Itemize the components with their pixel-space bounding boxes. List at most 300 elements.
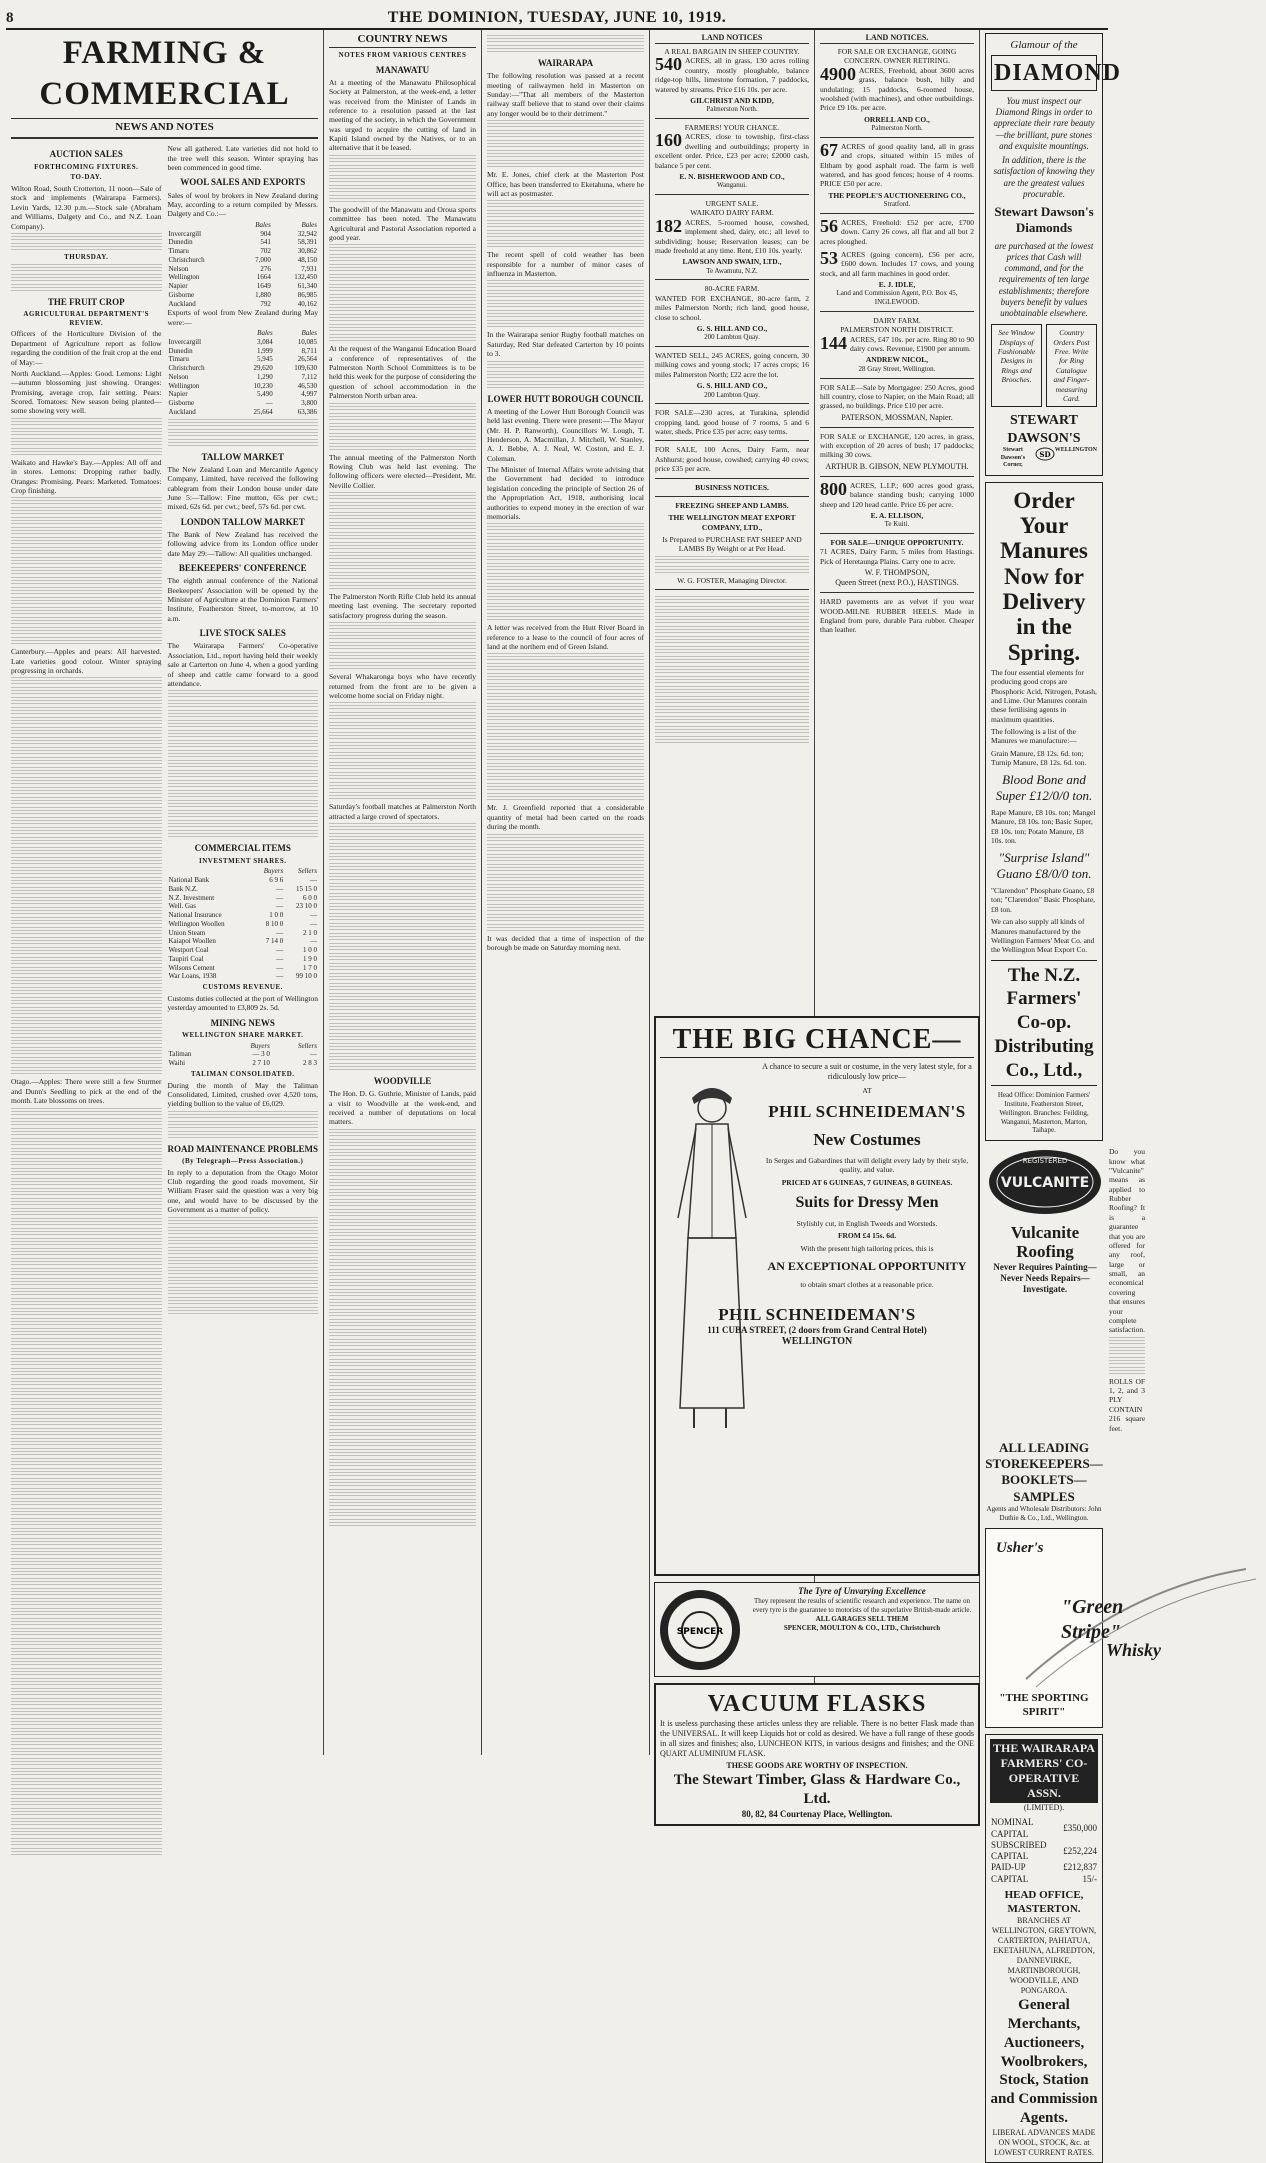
table-row — [168, 885, 319, 894]
table-row — [168, 338, 319, 347]
section-title: FARMING & COMMERCIAL — [11, 33, 318, 119]
whisky-green-stripe: "Green Stripe" — [1061, 1596, 1124, 1644]
section-subtitle: NEWS AND NOTES — [11, 121, 318, 140]
today-heading: TO-DAY. — [70, 173, 102, 182]
table-row — [168, 256, 319, 265]
country-orders-box: Country Orders Post Free. Write for Ring Catalogue and Finger-measuring Card. — [1046, 324, 1097, 407]
listing-location: 28 Gray Street, Wellington. — [858, 364, 936, 373]
listing-56-acres — [820, 215, 974, 246]
table-cell: 23 10 0 — [296, 902, 317, 911]
road-heading: ROAD MAINTENANCE PROBLEMS — [167, 1143, 319, 1154]
table-row — [168, 902, 319, 911]
table-cell: 48,150 — [297, 255, 317, 264]
table-row — [168, 929, 319, 938]
table-cell: 6 0 0 — [303, 893, 317, 902]
table-cell: National Bank — [168, 876, 210, 884]
lower-hutt-paragraph-2: The Minister of Internal Affairs wrote advising that the Government had decided to introduce legislation conceding the principle of Section 26 of the Appropriation Act, 1918, authorising local authorities to expend money in the erection of war memorials. — [487, 465, 644, 521]
taliman-heading: TALIMAN CONSOLIDATED. — [190, 1069, 295, 1078]
listing-title: 80-ACRE FARM. — [704, 284, 760, 294]
wairarapa-heading: WAIRARAPA — [537, 58, 594, 68]
table-row — [168, 230, 319, 239]
listing-waikato — [655, 199, 809, 275]
mail-notices-block — [655, 594, 809, 759]
wfca-branches: BRANCHES AT WELLINGTON, GREYTOWN, CARTERTON, PAHIATUA, EKETAHUNA, ALFREDTON, DANNEVIRKE, MARTINBOROUGH, WOODVILLE, AND PONGAROA. — [991, 1916, 1097, 1996]
wfca-head-office: HEAD OFFICE, MASTERTON. — [1004, 1888, 1084, 1915]
beekeepers-heading: BEEKEEPERS' CONFERENCE — [178, 563, 307, 573]
table-cell: 1 9 0 — [303, 954, 317, 963]
listing-firm: E. A. ELLISON, — [870, 510, 924, 520]
table-cell: 276 — [260, 264, 271, 273]
svg-text:VULCANITE: VULCANITE — [1000, 1175, 1090, 1192]
listing-title: A REAL BARGAIN IN SHEEP COUNTRY. — [664, 47, 800, 56]
listing-800-acres — [820, 478, 974, 529]
table-cell: Bank N.Z. — [168, 884, 198, 893]
table-cell: Christchurch — [168, 255, 205, 264]
table-row — [168, 382, 319, 391]
table-header-cell: Sellers — [297, 1041, 317, 1050]
svg-text:SPENCER: SPENCER — [676, 1626, 724, 1637]
listing-turakina: FOR SALE—230 acres, at Turakina, splendid cropping land, good house of 7 rooms, 5 and 6 water, sheds. Price £35 per acre; easy terms. — [655, 408, 809, 436]
chance-suits: Suits for Dressy Men — [795, 1194, 939, 1211]
stewart-dawson-corner: Stewart Dawson's Corner, — [1000, 447, 1026, 469]
table-row — [168, 911, 319, 920]
fruit-paragraph-4: Canterbury.—Apples and pears: All harvested. Late varieties good colour. Winter spraying progressing in orchards. — [11, 647, 162, 675]
taliman-paragraph: During the month of May the Taliman Consolidated, Limited, crushed over 4,520 tons, yielding bullion to the value of £6,029. — [167, 1080, 318, 1109]
meat-company-text: Is Prepared to PURCHASE FAT SHEEP AND LAMBS By Weight or at Per Head. — [662, 535, 802, 554]
listing-going-concern — [820, 47, 974, 133]
table-cell: 1,290 — [256, 372, 273, 381]
table-cell: Gisborne — [168, 290, 195, 299]
listing-location: 200 Lambton Quay. — [704, 333, 760, 342]
manure-following: The following is a list of the Manures we manufacture:— — [991, 727, 1077, 746]
mining-heading: MINING NEWS — [210, 1017, 275, 1028]
road-subheading: (By Telegraph—Press Association.) — [182, 1156, 304, 1165]
chance-with: With the present high tailoring prices, this is — [800, 1243, 934, 1253]
lower-hutt-paragraph-1: A meeting of the Lower Hutt Borough Council was held last evening. There were present:—The Mayor (Mr. H. P. Ranworth), Councillors W. Lough, T. Henderson, A. Macmillan, J. Mitchell, W. Stanley, A. J. Bebbe, A. J. Neal, W. Coston, and E. J. Coleman. — [487, 406, 644, 463]
listing-title: FOR SALE OR EXCHANGE, GOING CONCERN. OWNER RETIRING. — [837, 47, 957, 66]
fruit-paragraph-1: Officers of the Horticulture Division of the Department of Agriculture report as follow regarding the condition of the fruit crop at the end of May:— — [11, 329, 162, 367]
table-row — [168, 964, 319, 973]
manure-supply: We can also supply all kinds of Manures manufactured by the Wellington Farmers' Meat Co. and the Wellington Meat Export Co. — [991, 917, 1095, 955]
listing-acreage: 67 — [820, 139, 838, 160]
listing-location: Palmerston North. — [871, 124, 923, 132]
share-market-subheading: WELLINGTON SHARE MARKET. — [181, 1030, 304, 1039]
chance-costumes: New Costumes — [813, 1129, 921, 1149]
table-cell: Wellington Woollen — [168, 919, 225, 928]
table-cell: — — [276, 893, 284, 902]
listing-acreage: 160 — [655, 130, 682, 151]
table-cell: Taliman — [168, 1050, 192, 1059]
table-row — [168, 282, 319, 291]
table-cell: — — [276, 954, 284, 963]
table-cell: Napier — [168, 282, 188, 290]
table-cell: 40,162 — [297, 299, 317, 308]
table-header-cell: Sellers — [297, 867, 317, 876]
table-row — [168, 265, 319, 274]
table-cell: Well. Gas — [168, 902, 196, 911]
table-header-cell: Bales — [301, 329, 317, 337]
table-header-cell — [168, 329, 236, 338]
chance-lead: A chance to secure a suit or costume, in the very latest style, for a ridiculously low price— — [762, 1062, 972, 1081]
spencer-tagline: The Tyre of Unvarying Excellence — [798, 1586, 926, 1596]
wfca-limited: (LIMITED). — [1023, 1803, 1065, 1813]
wairarapa-paragraph-3: The recent spell of cold weather has been responsible for a number of minor cases of influenza in Masterton. — [487, 250, 644, 278]
listing-dairy-farm — [820, 316, 974, 374]
listing-245-acres — [655, 351, 809, 399]
table-header-cell: Buyers — [250, 1041, 270, 1050]
svg-text:REGISTERED: REGISTERED — [1022, 1157, 1068, 1166]
table-cell: SUBSCRIBED CAPITAL — [991, 1839, 1047, 1862]
table-cell: 29,620 — [253, 364, 273, 372]
table-cell: Dunedin — [168, 238, 193, 247]
thursday-heading: THURSDAY. — [64, 252, 109, 261]
listing-location: 200 Lambton Quay. — [704, 390, 760, 399]
table-cell: 2 7 10 — [252, 1059, 270, 1067]
table-cell: 63,386 — [297, 407, 317, 416]
chance-costumes-desc: In Serges and Gabardines that will delight every lady by their style, quality, and value. — [765, 1155, 969, 1175]
table-cell: 15 15 0 — [296, 884, 317, 893]
sd-logo-icon — [1035, 447, 1055, 470]
table-row — [168, 247, 319, 256]
listing-firm: E. N. BISHERWOOD AND CO., — [679, 171, 785, 181]
table-row — [168, 291, 319, 300]
table-cell: 86,985 — [297, 290, 317, 299]
chance-suits-desc: Stylishly cut, in English Tweeds and Worsteds. — [796, 1219, 938, 1228]
listing-acreage: 53 — [820, 247, 838, 268]
listing-subtitle: WAIKATO DAIRY FARM. — [690, 208, 774, 218]
country-paragraph-3: At the request of the Wanganui Education Board a conference of representatives of the Palmerston North School Committees is to be held this week for the purpose of considering the question of school accommodation in the Palmerston North urban area. — [329, 344, 476, 401]
country-news-subheading: NOTES FROM VARIOUS CENTRES — [338, 50, 467, 59]
tyre-icon — [660, 1590, 740, 1670]
newspaper-title: THE DOMINION, TUESDAY, JUNE 10, 1919. — [387, 9, 727, 26]
listing-location: Stratford. — [883, 200, 911, 208]
table-cell: Nelson — [168, 372, 189, 381]
table-cell: — — [276, 884, 284, 893]
table-header-row — [168, 1042, 319, 1051]
exports-intro: Exports of wool from New Zealand during May were:— — [167, 308, 318, 327]
table-cell: £350,000 — [1063, 1823, 1097, 1834]
customs-subheading: CUSTOMS REVENUE. — [202, 983, 283, 991]
business-notices-heading: BUSINESS NOTICES. — [695, 482, 769, 492]
table-cell: Waihi — [168, 1059, 186, 1067]
table-cell: — — [310, 937, 317, 946]
diamond-paragraph-2: In addition, there is the satisfaction of knowing they are the greatest values procurable. — [993, 155, 1095, 199]
blood-bone-line: Blood Bone and Super £12/0/0 ton. — [995, 771, 1093, 803]
table-cell: Taupiri Coal — [168, 954, 204, 963]
vacuum-inspection: THESE GOODS ARE WORTHY OF INSPECTION. — [726, 1761, 908, 1770]
wool-sales-table — [168, 221, 319, 309]
table-cell: 1,880 — [255, 290, 271, 299]
listing-acreage: 4900 — [820, 63, 856, 84]
table-cell: — — [276, 963, 284, 972]
unique-opportunity-firm: W. F. THOMPSON, — [864, 568, 930, 578]
table-row — [168, 390, 319, 399]
table-header-cell — [168, 221, 239, 230]
investment-subheading: INVESTMENT SHARES. — [199, 856, 287, 865]
chance-footer-name: PHIL SCHNEIDEMAN'S — [718, 1304, 916, 1324]
country-paragraph-5: The Palmerston North Rifle Club held its annual meeting last evening. The secretary reported satisfactory progress during the season. — [329, 592, 476, 620]
listing-exchange-firm: ARTHUR B. GIBSON, NEW PLYMOUTH. — [825, 461, 969, 471]
auction-subheading: FORTHCOMING FIXTURES. — [34, 162, 139, 171]
listing-firm: ORRELL AND CO., — [864, 114, 930, 124]
listing-firm: G. S. HILL AND CO., — [696, 381, 768, 391]
listing-acreage: 540 — [655, 54, 682, 75]
listing-sheep-country — [655, 47, 809, 114]
table-cell: 61,340 — [297, 282, 317, 290]
london-tallow-paragraph: The Bank of New Zealand has received the following advice from its London office under date May 29:—Tallow: All qualities unchanged. — [167, 529, 318, 558]
schneideman-ad-wrapper — [654, 1012, 980, 1826]
table-cell: 1 0 0 — [269, 911, 284, 919]
table-cell: 10,085 — [297, 337, 317, 346]
chance-suit-price: FROM £4 15s. 6d. — [837, 1231, 897, 1241]
wool-sales-heading: WOOL SALES AND EXPORTS — [180, 177, 306, 188]
table-row — [168, 894, 319, 903]
wairarapa-column — [482, 30, 650, 1755]
auction-paragraph: Wilton Road, South Crotterton, 11 noon—Sale of stock and implements (Wairarapa Farmers). Levin Yards, 12.30 p.m.—Stock sale (Abraham and Williams, Dalgety and Co., and N.Z. Loan Company). — [11, 184, 162, 231]
country-news-column — [324, 30, 482, 1755]
country-paragraph-8: The Hon. D. G. Guthrie, Minister of Lands, paid a visit to Woodville at the week-end, and received a number of deputations on local matters. — [329, 1089, 476, 1127]
listing-location: Palmerston North. — [706, 105, 758, 114]
spencer-body: They represent the results of scientific research and experience. The name on every tyre is the guarantee to motorists of the superlative British-made article. — [752, 1597, 972, 1614]
stewart-dawson-ad — [985, 33, 1121, 476]
table-cell: — — [310, 1050, 317, 1059]
diamond-paragraph-3: are purchased at the lowest prices that Cash will command, and for the requirements of ten large establishments; therefore buyers benefit by values unobtainable elsewhere. — [994, 240, 1094, 318]
table-cell: 1649 — [256, 282, 271, 290]
table-cell: 99 10 0 — [296, 972, 317, 981]
tallow-paragraph: The New Zealand Loan and Mercantile Agency Company, Limited, have received the following cablegram from their London house under date June 5:—Tallow: Fine mutton, 65s per cwt.; mixed, 62s 6d. per cwt.; beef, 57s 6d. per cwt. — [167, 464, 318, 512]
country-paragraph-2: The goodwill of the Manawatu and Oroua sports committee has been noted. The Manawatu Agricultural and Pastoral Association reported a good year. — [329, 204, 476, 242]
table-cell: — — [276, 946, 284, 954]
unique-opportunity-location: Queen Street (next P.O.), HASTINGS. — [835, 578, 959, 588]
vulcanite-rolls: ROLLS OF 1, 2, and 3 PLY CONTAIN 216 square feet. — [1109, 1376, 1146, 1433]
table-cell: 132,450 — [294, 273, 317, 282]
table-cell: 2 1 0 — [303, 928, 317, 937]
table-cell: Auckland — [168, 407, 196, 416]
fruit-paragraph-2: North Auckland.—Apples: Good. Lemons: Light—autumn blossoming just showing. Oranges: Promising, average crop, fair setting. Pears: Scored. Tomatoes: New season being planted—some showing very well. — [11, 368, 162, 416]
table-cell: War Loans, 1938 — [168, 972, 217, 981]
table-header-row — [168, 329, 319, 338]
land-notices-heading: LAND NOTICES — [655, 33, 809, 44]
table-cell: 4,997 — [301, 390, 317, 399]
table-cell: 109,630 — [294, 364, 317, 372]
chance-store-name: PHIL SCHNEIDEMAN'S — [768, 1102, 966, 1122]
share-table — [168, 867, 319, 981]
lower-hutt-paragraph-5: It was decided that a time of inspection of the borough be made on Saturday morning next. — [487, 933, 644, 952]
manure-intro: The four essential elements for producing good crops are Phosphoric Acid, Nitrogen, Potash, and Lime. Our Manures contain these fertilising agents in maximum quantities. — [991, 667, 1097, 724]
meat-company-signature: W. G. FOSTER, Managing Director. — [677, 575, 787, 585]
table-row — [168, 1050, 319, 1059]
table-cell: 10,230 — [253, 381, 273, 390]
spencer-firm: SPENCER, MOULTON & CO., LTD., Christchurch — [783, 1623, 941, 1632]
commercial-heading: COMMERCIAL ITEMS — [194, 843, 291, 854]
table-cell: — — [310, 911, 317, 919]
listing-title: DAIRY FARM. — [873, 315, 921, 325]
lower-hutt-paragraph-4: Mr. J. Greenfield reported that a considerable quantity of metal had been carted on the roads during the month. — [487, 803, 644, 832]
listing-subtitle: PALMERSTON NORTH DISTRICT. — [840, 325, 954, 335]
country-news-heading: COUNTRY NEWS — [329, 33, 476, 48]
table-cell: Napier — [168, 390, 188, 399]
listing-exchange: FOR SALE or EXCHANGE, 120 acres, in grass, with exception of 20 acres of bush; 17 paddocks; milking 30 cows. — [820, 431, 974, 460]
table-row — [168, 972, 319, 981]
wairarapa-paragraph-2: Mr. E. Jones, chief clerk at the Masterton Post Office, has been transferred to Eketahuna, where he will act as postmaster. — [487, 170, 644, 198]
listing-text: ACRES, close to township, first-class dwelling and outbuildings; property in excellent order. Price, £23 per acre; £2000 cash, balance 5 per cent. — [655, 132, 809, 170]
table-row — [168, 946, 319, 955]
table-cell: Christchurch — [168, 364, 205, 372]
table-cell: Union Steam — [168, 928, 206, 937]
chance-at: AT — [862, 1086, 872, 1095]
table-cell: 26,564 — [297, 355, 317, 364]
listing-text: ACRES, Freehold, about 3600 acres grass, balance bush, hilly and undulating; 15 paddocks, 6-roomed house, woolshed (with machines), and other outbuildings. Price £9 10s. per acre. — [820, 65, 974, 113]
listing-text: WANTED SELL, 245 ACRES, going concern, 30 milking cows and young stock; 17 acres crops; 16 miles Palmerston North; £22 acre the lot. — [655, 351, 809, 379]
table-row — [990, 1840, 1098, 1863]
listing-text: ACRES of good quality land, all in grass and crops, situated within 15 miles of Eltham by good asphalt road. The farm is well watered, and has good fences; house of 4 rooms. PRICE £50 per acre. — [820, 141, 974, 189]
listing-firm: GILCHRIST AND KIDD, — [690, 95, 774, 105]
vulcanite-description: Do you know what "Vulcanite" means as applied to Rubber Roofing? It is a guarantee that you are offered for any roof, large or small, an economical covering that ensures your complete satisfaction. — [1109, 1147, 1146, 1335]
mining-table — [168, 1042, 319, 1068]
wairarapa-paragraph-1: The following resolution was passed at a recent meeting of railwaymen held in Masterton on Sunday:—"That all members of the Masterton railway staff believe that to stand over their claims any longer would be to their detriment." — [487, 71, 644, 118]
listing-title: URGENT SALE. — [705, 199, 759, 208]
table-cell: — — [276, 902, 284, 911]
wairarapa-farmers-ad — [985, 1734, 1103, 2162]
vulcanite-badge-icon — [985, 1147, 1105, 1217]
table-header-row — [168, 221, 319, 230]
stewart-dawson-firm: STEWART DAWSON'S — [1007, 413, 1081, 446]
table-cell: PAID-UP CAPITAL — [991, 1862, 1029, 1884]
table-header-cell: Bales — [255, 220, 271, 229]
table-cell: 2 8 3 — [303, 1059, 317, 1067]
table-cell: 7 14 0 — [265, 937, 284, 946]
table-row — [168, 1059, 319, 1068]
wfca-heading: THE WAIRARAPA FARMERS' CO-OPERATIVE ASSN. — [990, 1739, 1098, 1803]
wool-intro: Sales of wool by brokers in New Zealand during May, according to a return compiled by Messrs. Dalgety and Co.:— — [167, 190, 318, 219]
listing-acreage: 56 — [820, 215, 838, 236]
table-cell: 1 7 0 — [303, 963, 317, 972]
display-ads-column — [980, 30, 1162, 2157]
vacuum-firm: The Stewart Timber, Glass & Hardware Co., Ltd. — [673, 1772, 961, 1807]
tallow-heading: TALLOW MARKET — [201, 451, 284, 462]
listing-firm: G. S. HILL AND CO., — [696, 323, 768, 333]
manure-prices: Rape Manure, £8 10s. ton; Mangel Manure, £8 10s. ton; Basic Super, £8 10s. ton; Potato Manure, £8 10s. ton. — [991, 808, 1096, 846]
table-cell: 58,391 — [297, 238, 317, 247]
table-row — [168, 955, 319, 964]
table-cell: Invercargill — [168, 229, 202, 238]
whisky-kind: Whisky — [1106, 1640, 1162, 1661]
diamond-brand: Stewart Dawson's Diamonds — [994, 204, 1094, 236]
table-cell: 5,945 — [256, 355, 273, 364]
wairarapa-paragraph-4: In the Wairarapa senior Rugby football matches on Saturday, Red Star defeated Carterton by 10 points to 3. — [487, 330, 644, 359]
freezing-title: FREEZING SHEEP AND LAMBS. — [675, 500, 789, 510]
fruit-continued: New all gathered. Late varieties did not hold to the tree well this season. Winter spraying has been commenced in good time. — [167, 144, 318, 172]
window-display-box: See Window Displays of Fashionable Designs in Rings and Brooches. — [991, 324, 1042, 407]
surprise-island-line: "Surprise Island" Guano £8/0/0 ton. — [996, 849, 1092, 881]
wfca-liberal: LIBERAL ADVANCES MADE ON WOOL, STOCK, &c. at LOWEST CURRENT RATES. — [992, 2127, 1096, 2157]
table-cell: 3,084 — [256, 337, 273, 346]
big-chance-ad — [654, 1016, 980, 1576]
table-cell: Kaiapoi Woollen — [168, 937, 216, 946]
chance-costume-price: PRICED AT 6 GUINEAS, 7 GUINEAS, 8 GUINEAS. — [781, 1177, 953, 1187]
table-cell: 541 — [260, 238, 271, 247]
table-cell: Invercargill — [168, 337, 202, 346]
unique-opportunity-text: 71 ACRES, Dairy Farm, 5 miles from Hastings. Pick of Heretaunga Plains. Carry one to acre. — [820, 547, 974, 566]
table-cell: NOMINAL CAPITAL — [991, 1817, 1034, 1839]
table-cell: £212,837 15/- — [1063, 1862, 1097, 1884]
table-cell: 46,530 — [297, 381, 317, 390]
whisky-spirit: "THE SPORTING SPIRIT" — [999, 1691, 1089, 1718]
table-header-cell — [168, 1042, 224, 1051]
vulcanite-ad — [985, 1147, 1146, 1435]
table-row — [168, 373, 319, 382]
table-cell: — — [276, 972, 284, 981]
table-cell: Westport Coal — [168, 946, 209, 954]
vulcanite-never: Never Requires Painting—Never Needs Repairs—Investigate. — [993, 1261, 1097, 1295]
table-cell: — — [310, 919, 317, 928]
table-cell: 8 10 0 — [265, 919, 284, 928]
table-row — [168, 364, 319, 373]
listing-mortgagee-firm: PATERSON, MOSSMAN, Napier. — [841, 412, 953, 422]
table-row — [168, 355, 319, 364]
listing-location: Land and Commission Agent, P.O. Box 45, INGLEWOOD. — [836, 289, 958, 307]
listing-text: ACRES, L.I.P.; 600 acres good grass, balance standing bush; carrying 1000 sheep and 120 head cattle. Price £6 per acre. — [820, 480, 974, 509]
listing-firm: ANDREW NICOL, — [865, 355, 929, 365]
london-tallow-heading: LONDON TALLOW MARKET — [180, 516, 305, 527]
diamond-paragraph-1: You must inspect our Diamond Rings in order to appreciate their rare beauty—the brilliant, pure stones and exquisite mountings. — [993, 95, 1095, 151]
table-header-cell: Bales — [257, 329, 273, 337]
table-cell: — — [276, 928, 284, 937]
land-notices-heading-2: LAND NOTICES. — [820, 33, 974, 44]
table-cell: 5,490 — [256, 390, 273, 399]
listing-title: FARMERS! YOUR CHANCE. — [684, 123, 780, 132]
table-cell: N.Z. Investment — [168, 893, 215, 902]
listing-text: ACRES (going concern), £56 per acre, £600 down. Includes 17 cows, and young stock, and all farm machines in good order. — [820, 249, 974, 278]
listing-eltham — [820, 139, 974, 209]
diamond-title: DIAMOND — [991, 55, 1097, 91]
whisky-maker: Usher's — [996, 1540, 1044, 1557]
table-row — [990, 1817, 1098, 1840]
table-cell: 792 — [260, 299, 271, 308]
vacuum-body: It is useless purchasing these articles unless they are reliable. There is no better Flask made than the UNIVERSAL. It will keep Liquids hot or cold as desired. We have a full range of these goods in all sizes and finishes; also, LUNCHEON KITS, in various designs and finishes; and the ONE QUART ALUMINIUM FLASK. — [660, 1719, 974, 1758]
listing-firm: LAWSON AND SWAIN, LTD., — [682, 257, 782, 267]
live-stock-paragraph: The Wairarapa Farmers' Co-operative Association, Ltd., report having held their weekly sale at Carterton on June 4, when a good yarding of sheep and cattle came forward to a good attendance. — [167, 641, 318, 688]
table-cell: 702 — [260, 247, 271, 255]
table-row — [168, 399, 319, 408]
table-cell: 3,800 — [301, 399, 317, 407]
vulcanite-storekeepers: ALL LEADING STOREKEEPERS—BOOKLETS—SAMPLES — [985, 1439, 1103, 1504]
country-paragraph-1: At a meeting of the Manawatu Philosophical Society at Palmerston, at the week-end, a letter was received from the Minister of Lands in reference to a resolution passed at the last meeting of the society, in which the Government was urged to acquire the cutting of land in Kapiti Island owned by the Natives, or to an alternative that it be leased. — [329, 77, 476, 153]
listing-acreage: 182 — [655, 215, 682, 236]
table-row — [168, 300, 319, 309]
table-cell: 7,112 — [301, 372, 317, 381]
fruit-paragraph-5: Otago.—Apples: There were still a few Sturmer and Dunn's Seedling to pick at the end of the month. Late blossoms on trees. — [11, 1077, 162, 1106]
listing-firm: E. J. IDLE, — [878, 280, 916, 289]
table-row — [168, 408, 319, 417]
customs-paragraph: Customs duties collected at the port of Wellington yesterday amounted to £3,809 2s. 5d. — [167, 993, 318, 1013]
fruit-paragraph-3: Waikato and Hawke's Bay.—Apples: All off and in stores. Lemons: Dropping rather badly. Oranges: Promising. Pears: Marketed. Tomatoes: Crop finishing. — [11, 457, 162, 495]
table-cell: Wellington — [168, 273, 200, 282]
listing-location: Te Awamutu, N.Z. — [706, 266, 758, 275]
rubber-heels-ad: HARD pavements are as velvet if you wear WOOD-MILNE RUBBER HEELS. Made in England from pure, durable Para rubber. Cheaper than leather. — [820, 597, 974, 635]
country-paragraph-7: Saturday's football matches at Palmerston North attracted a large crowd of spectators. — [329, 802, 476, 821]
vulcanite-agents: Agents and Wholesale Distributors: John Duthie & Co., Ltd., Wellington. — [986, 1504, 1102, 1522]
beekeepers-paragraph: The eighth annual conference of the National Beekeepers' Association will be opened by the Minister of Agriculture at the Dominion Farmers' Institute, Featherston Street, to-morrow, at 10 a.m. — [167, 576, 318, 623]
wfca-capital-table — [990, 1817, 1098, 1885]
table-cell: 7,000 — [255, 255, 271, 264]
listing-location: Wanganui. — [717, 181, 747, 190]
table-cell: 7,931 — [301, 264, 317, 273]
table-header-cell: Bales — [301, 220, 317, 229]
table-cell: National Insurance — [168, 911, 222, 919]
table-cell: Timaru — [168, 355, 189, 364]
chance-footer-city: WELLINGTON — [781, 1336, 853, 1347]
